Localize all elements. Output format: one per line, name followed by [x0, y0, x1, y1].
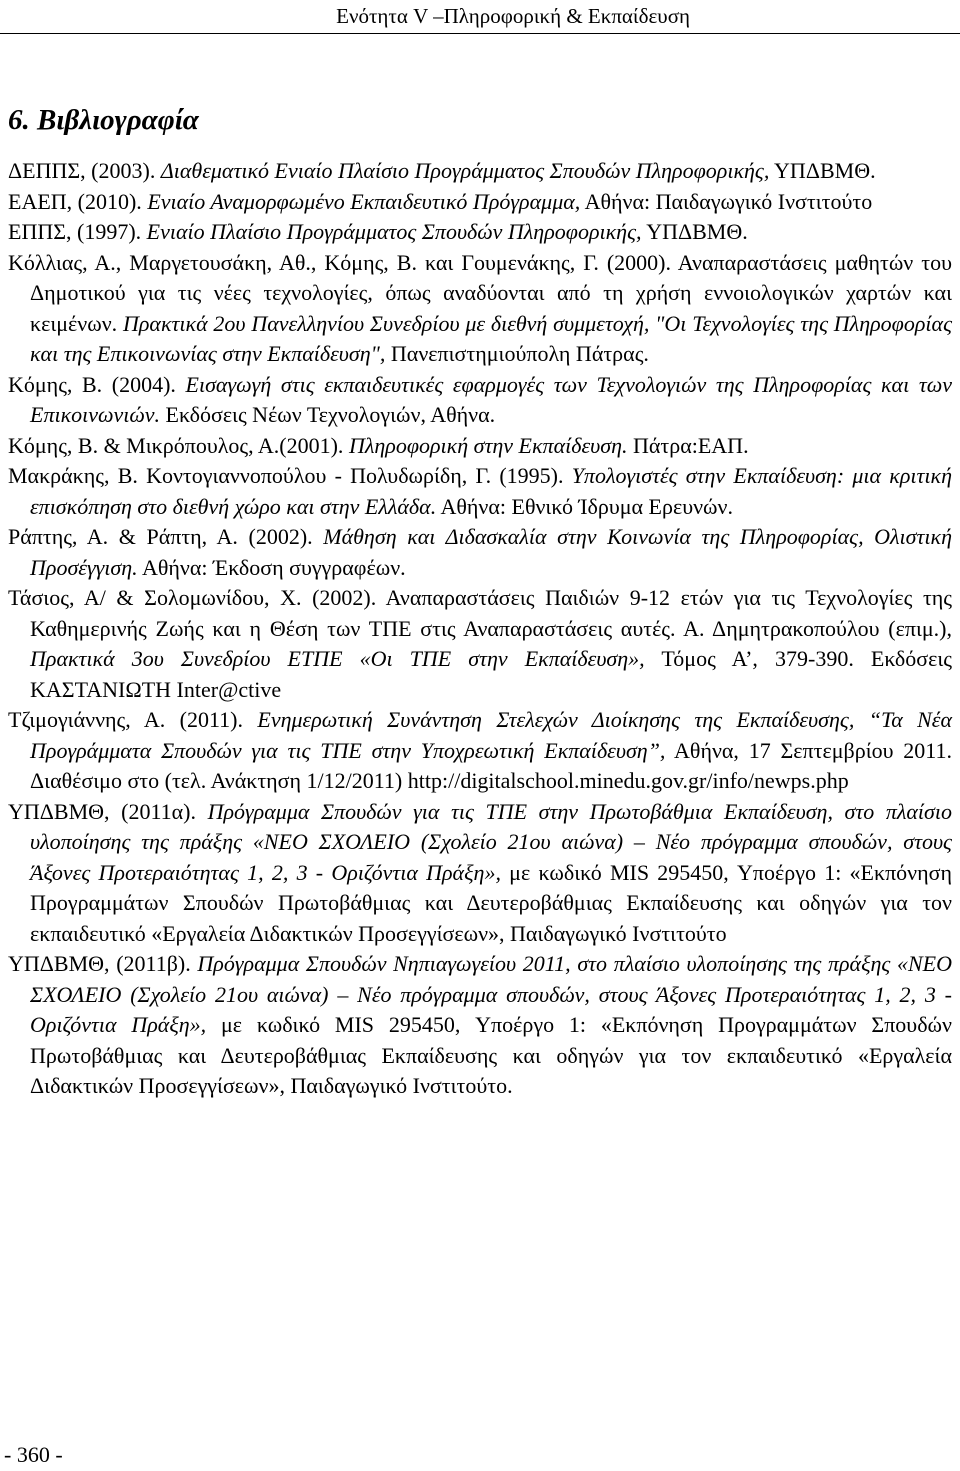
reference-title: Πρόγραμμα Σπουδών για τις ΤΠΕ στην Πρωτοβάθμια Εκπαίδευση, στο πλαίσιο υλοποίησης της πράξης «ΝΕΟ ΣΧΟΛΕΙΟ (Σχολείο 21ου αιώνα) – Νέο πρόγραμμα σπουδών, στους Άξονες Προτεραιότητας 1, 2, 3 - Οριζόντια Πράξη»,: [30, 798, 952, 885]
reference-title: Υπολογιστές στην Εκπαίδευση: μια κριτική επισκόπηση στο διεθνή χώρο και στην Ελλάδα.: [30, 463, 952, 519]
reference-title: Μάθηση και Διδασκαλία στην Κοινωνία της Πληροφορίας, Ολιστική Προσέγγιση.: [30, 524, 952, 580]
reference-entry: [8, 705, 952, 797]
reference-text: Εκδόσεις Νέων Τεχνολογιών, Αθήνα.: [160, 402, 496, 427]
reference-entry: [8, 187, 952, 218]
reference-text: Τζιμογιάννης, Α. (2011).: [8, 707, 258, 732]
reference-text: ΥΠΔΒΜΘ.: [769, 158, 876, 183]
reference-title: Ενημερωτική Συνάντηση Στελεχών Διοίκησης της Εκπαίδευσης, “Τα Νέα Προγράμματα Σπουδών για τις ΤΠΕ στην Υποχρεωτική Εκπαίδευση”,: [30, 707, 953, 763]
reference-text: Αθήνα: Εθνικό Ίδρυμα Ερευνών.: [436, 493, 733, 519]
reference-entry: [8, 461, 952, 522]
section-title: 6. Βιβλιογραφία: [8, 104, 199, 136]
reference-title: Πληροφορική στην Εκπαίδευση.: [348, 432, 628, 458]
reference-title: Πρακτικά 2ου Πανελληνίου Συνεδρίου με διεθνή συμμετοχή, "Οι Τεχνολογίες της Πληροφορίας και της Επικοινωνίας στην Εκπαίδευση",: [30, 310, 953, 366]
reference-entry: [8, 522, 952, 583]
reference-text: ΔΕΠΠΣ, (2003).: [8, 158, 161, 183]
reference-text: ΥΠΔΒΜΘ.: [641, 219, 748, 244]
reference-text: Κόμης, Β. (2004).: [8, 371, 186, 397]
reference-text: με κωδικό MIS 295450, Υποέργο 1: «Εκπόνηση Προγραμμάτων Σπουδών Πρωτοβάθμιας και Δευτεροβάθμιας Εκπαίδευσης και οδηγών για τον εκπαιδευτικό «Εργαλεία Διδακτικών Προσεγγίσεων», Παιδαγωγικό Ινστιτούτο.: [30, 1012, 952, 1098]
reference-title: Πρόγραμμα Σπουδών Νηπιαγωγείου 2011, στο πλαίσιο υλοποίησης της πράξης «ΝΕΟ ΣΧΟΛΕΙΟ (Σχολείο 21ου αιώνα) – Νέο πρόγραμμα σπουδών, στους Άξονες Προτεραιότητας 1, 2, 3 - Οριζόντια Πράξη»,: [30, 951, 952, 1037]
reference-text: Τόμος Α’, 379-390. Εκδόσεις ΚΑΣΤΑΝΙΩΤΗ Inter@ctive: [30, 646, 953, 702]
reference-title: Ενιαίο Πλαίσιο Προγράμματος Σπουδών Πληροφορικής,: [146, 219, 642, 244]
reference-text: Αθήνα: Παιδαγωγικό Ινστιτούτο: [580, 188, 873, 214]
running-title: Ενότητα V –Πληροφορική & Εκπαίδευση: [336, 4, 690, 28]
page-number: - 360 -: [4, 1442, 63, 1467]
reference-entry: [8, 217, 952, 248]
reference-text: ΥΠΔΒΜΘ, (2011β).: [8, 951, 198, 976]
reference-text: Αθήνα, 17 Σεπτεμβρίου 2011. Διαθέσιμο στο (τελ. Ανάκτηση 1/12/2011) http://digitalschool.minedu.gov.gr/info/newps.php: [30, 737, 952, 793]
reference-entry: [8, 949, 952, 1102]
reference-entry: [8, 583, 952, 705]
reference-entry: [8, 431, 952, 462]
reference-title: Πρακτικά 3ου Συνεδρίου ΕΤΠΕ «Οι ΤΠΕ στην Εκπαίδευση»,: [30, 646, 645, 671]
reference-text: Τάσιος, Α/ & Σολομωνίδου, Χ. (2002). Αναπαραστάσεις Παιδιών 9-12 ετών για τις Τεχνολογίες της Καθημερινής Ζωής και η Θέση των ΤΠΕ στις Αναπαραστάσεις αυτές. Α. Δημητρακοπούλου (επιμ.),: [8, 585, 952, 641]
reference-entry: [8, 248, 952, 370]
reference-text: Πανεπιστημιούπολη Πάτρας.: [385, 341, 649, 366]
reference-text: Πάτρα:ΕΑΠ.: [627, 432, 749, 458]
reference-entry: [8, 370, 952, 431]
reference-text: Μακράκης, Β. Κοντογιαννοπούλου - Πολυδωρίδη, Γ. (1995).: [8, 463, 572, 488]
header-rule: [0, 33, 960, 34]
reference-text: Κόμης, Β. & Μικρόπουλος, Α.(2001).: [8, 432, 349, 458]
reference-entry: [8, 797, 952, 950]
reference-text: ΕΠΠΣ, (1997).: [8, 219, 147, 244]
reference-text: ΥΠΔΒΜΘ, (2011α).: [8, 798, 208, 824]
reference-title: Εισαγωγή στις εκπαιδευτικές εφαρμογές των Τεχνολογιών της Πληροφορίας και των Επικοινωνιών.: [30, 371, 952, 427]
reference-text: Κόλλιας, Α., Μαργετουσάκη, Αθ., Κόμης, Β. και Γουμενάκης, Γ. (2000). Αναπαραστάσεις μαθητών του Δημοτικού για τις νέες τεχνολογίες, όπως αναδύονται από τη χρήση εννοιολογικών χαρτών και κειμένων.: [8, 249, 952, 336]
reference-text: με κωδικό MIS 295450, Υποέργο 1: «Εκπόνηση Προγραμμάτων Σπουδών Πρωτοβάθμιας και Δευτεροβάθμιας Εκπαίδευσης και οδηγών για τον εκπαιδευτικό «Εργαλεία Διδακτικών Προσεγγίσεων», Παιδαγωγικό Ινστιτούτο: [30, 859, 952, 946]
reference-entry: [8, 156, 952, 187]
reference-text: Αθήνα: Έκδοση συγγραφέων.: [137, 554, 406, 580]
reference-title: Ενιαίο Αναμορφωμένο Εκπαιδευτικό Πρόγραμμα,: [147, 188, 581, 214]
reference-title: Διαθεματικό Ενιαίο Πλαίσιο Προγράμματος Σπουδών Πληροφορικής,: [160, 158, 770, 183]
reference-text: Ράπτης, Α. & Ράπτη, Α. (2002).: [8, 524, 324, 549]
bibliography-list: [8, 156, 952, 1102]
reference-text: ΕΑΕΠ, (2010).: [8, 188, 148, 214]
